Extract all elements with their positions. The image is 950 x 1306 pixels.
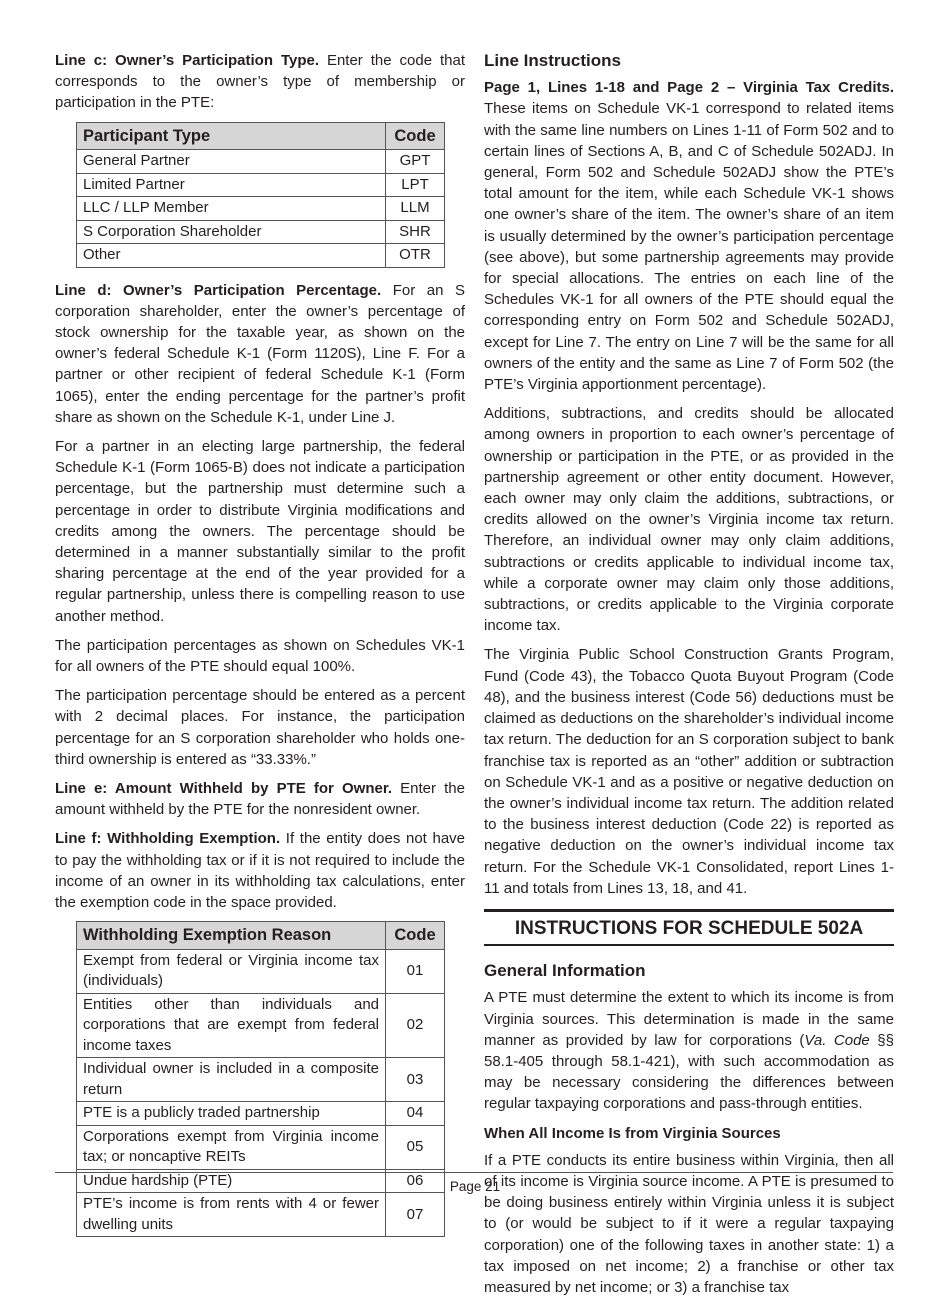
row-label: Entities other than individuals and corporations that are exempt from federal income taxes <box>77 993 386 1058</box>
table-row <box>77 173 445 197</box>
page1-paragraph: Page 1, Lines 1-18 and Page 2 – Virginia Tax Credits. These items on Schedule VK-1 correspond to related items with the same line numbers on Lines 1-11 of Form 502 and to certain lines of Sections A, B, and C of Schedule 502ADJ. In general, Form 502 and Schedule 502ADJ show the PTE’s total amount for the item, while each Schedule VK-1 shows one owner’s share of the item. The owner’s share of an item is usually determined by the owner’s participation percentage (see above), but some partnership agreements may provide for special allocations. The entries on each line of the Schedules VK-1 for all owners of the PTE should equal the corresponding entry on Form 502 and Schedule 502ADJ, except for Line 7. The entry on Line 7 will be the same for all owners of the entity and the same as Line 7 of Form 502 (the PTE’s Virginia apportionment percentage). <box>484 79 894 394</box>
table-row <box>77 1125 445 1169</box>
row-code: 01 <box>386 949 445 993</box>
line-e-paragraph: Line e: Amount Withheld by PTE for Owner. Enter the amount withheld by the PTE for the nonresident owner. <box>55 780 465 819</box>
row-code: LPT <box>386 173 445 197</box>
row-label: S Corporation Shareholder <box>77 220 386 244</box>
page-number: Page 21 <box>449 1179 501 1194</box>
row-code: SHR <box>386 220 445 244</box>
general-information-heading: General Information <box>484 961 646 981</box>
table-row <box>77 1102 445 1126</box>
general-information-paragraph: A PTE must determine the extent to which its income is from Virginia sources. This determination is made in the same manner as provided by law for corporations (Va. Code §§ 58.1-405 through 58.1-421), with such accommodation as may be necessary considering the differences between regular taxpaying corporations and pass-through entities. <box>484 989 894 1113</box>
table-row <box>77 1058 445 1102</box>
large-partnership-paragraph: For a partner in an electing large partnership, the federal Schedule K-1 (Form 1065-B) does not indicate a participation percentage, but the partnership must determine such a percentage in order to distribute Virginia modifications and credits among the owners. The percentage should be determined in a manner substantially similar to the profit sharing percentage at the end of the year provided for a regular partnership, unless there is compelling reason to use another method. <box>55 438 465 625</box>
all-income-heading: When All Income Is from Virginia Sources <box>484 1124 781 1142</box>
row-code: LLM <box>386 197 445 221</box>
row-label: Limited Partner <box>77 173 386 197</box>
table-row <box>77 949 445 993</box>
left-column <box>55 50 465 1249</box>
line-instructions-heading: Line Instructions <box>484 51 621 70</box>
row-label: Individual owner is included in a composite return <box>77 1058 386 1102</box>
table-header-row: Participant Type Code <box>77 122 445 150</box>
row-code: 06 <box>386 1169 445 1193</box>
table-header-row: Withholding Exemption Reason Code <box>77 922 445 950</box>
schedule-502a-banner: INSTRUCTIONS FOR SCHEDULE 502A <box>484 909 894 946</box>
row-label: PTE’s income is from rents with 4 or fewer dwelling units <box>77 1193 386 1237</box>
row-label: Undue hardship (PTE) <box>77 1169 386 1193</box>
table-row <box>77 1193 445 1237</box>
row-label: Other <box>77 244 386 268</box>
table-row <box>77 244 445 268</box>
table-row <box>77 150 445 174</box>
participant-type-table <box>76 122 445 268</box>
row-code: 03 <box>386 1058 445 1102</box>
additions-paragraph: Additions, subtractions, and credits should be allocated among owners in proportion to each owner’s percentage of ownership or participation in the PTE, or as provided in the partnership agreement or other entity document. However, each owner may only claim the additions, subtractions, or credits allowed on the owner’s Virginia income tax return. Therefore, an individual owner may only claim additions, subtractions or credits applicable to individual income tax, while a corporate owner may claim only those additions, subtractions, or credits applicable to the Virginia corporate income tax. <box>484 405 894 635</box>
row-code: 05 <box>386 1125 445 1169</box>
table-row <box>77 993 445 1058</box>
row-code: 07 <box>386 1193 445 1237</box>
table-row <box>77 197 445 221</box>
row-label: Corporations exempt from Virginia income tax; or noncaptive REITs <box>77 1125 386 1169</box>
right-column <box>484 50 894 1306</box>
row-label: General Partner <box>77 150 386 174</box>
table-row <box>77 220 445 244</box>
row-label: PTE is a publicly traded partnership <box>77 1102 386 1126</box>
row-label: LLC / LLP Member <box>77 197 386 221</box>
school-grants-paragraph: The Virginia Public School Construction Grants Program, Fund (Code 43), the Tobacco Quota Buyout Program (Code 48), and the business interest (Code 56) deductions must be claimed as deductions on the shareholder’s individual income tax return. The deduction for an S corporation subject to bank franchise tax is reported as an “other” addition or subtraction on Schedule VK-1 and as a positive or negative deduction on the owner’s individual income tax return. The addition related to the business interest deduction (Code 22) is reported as negative deduction on the owner’s individual income tax return. For the Schedule VK-1 Consolidated, report Lines 1-11 and totals from Lines 13, 18, and 41. <box>484 646 894 897</box>
row-code: GPT <box>386 150 445 174</box>
row-code: OTR <box>386 244 445 268</box>
line-d-paragraph: Line d: Owner’s Participation Percentage. For an S corporation shareholder, enter the owner’s percentage of stock ownership for the taxable year, as shown on the owner’s federal Schedule K-1 (Form 1120S), Line F. For a partner or other recipient of federal Schedule K-1 (Form 1065), enter the ending percentage for the partner’s profit share as shown on the Schedule K-1, under Line J. <box>55 281 465 426</box>
footer-divider <box>55 1172 893 1173</box>
row-code: 02 <box>386 993 445 1058</box>
all-income-paragraph: If a PTE conducts its entire business within Virginia, then all of its income is Virginia source income. A PTE is presumed to be doing business entirely within Virginia unless it is subject to (or would be subject to if it were a regular taxpaying corporation) one of the following taxes in another state: 1) a tax imposed on net income; 2) a franchise or other tax measured by net income; or 3) a franchise tax <box>484 1151 894 1296</box>
percent-total-paragraph: The participation percentages as shown on Schedules VK-1 for all owners of the PTE should equal 100%. <box>55 636 465 676</box>
decimal-paragraph: The participation percentage should be entered as a percent with 2 decimal places. For instance, the participation percentage for an S corporation shareholder who holds one-third ownership is entered as “33.33%.” <box>55 687 465 768</box>
line-f-paragraph: Line f: Withholding Exemption. If the entity does not have to pay the withholding tax or if it is not required to include the income of an owner in its withholding tax calculations, enter the exemption code in the space provided. <box>55 830 466 912</box>
row-code: 04 <box>386 1102 445 1126</box>
row-label: Exempt from federal or Virginia income tax (individuals) <box>77 949 386 993</box>
line-c-paragraph: Line c: Owner’s Participation Type. Enter the code that corresponds to the owner’s type of membership or participation in the PTE: <box>55 52 465 112</box>
